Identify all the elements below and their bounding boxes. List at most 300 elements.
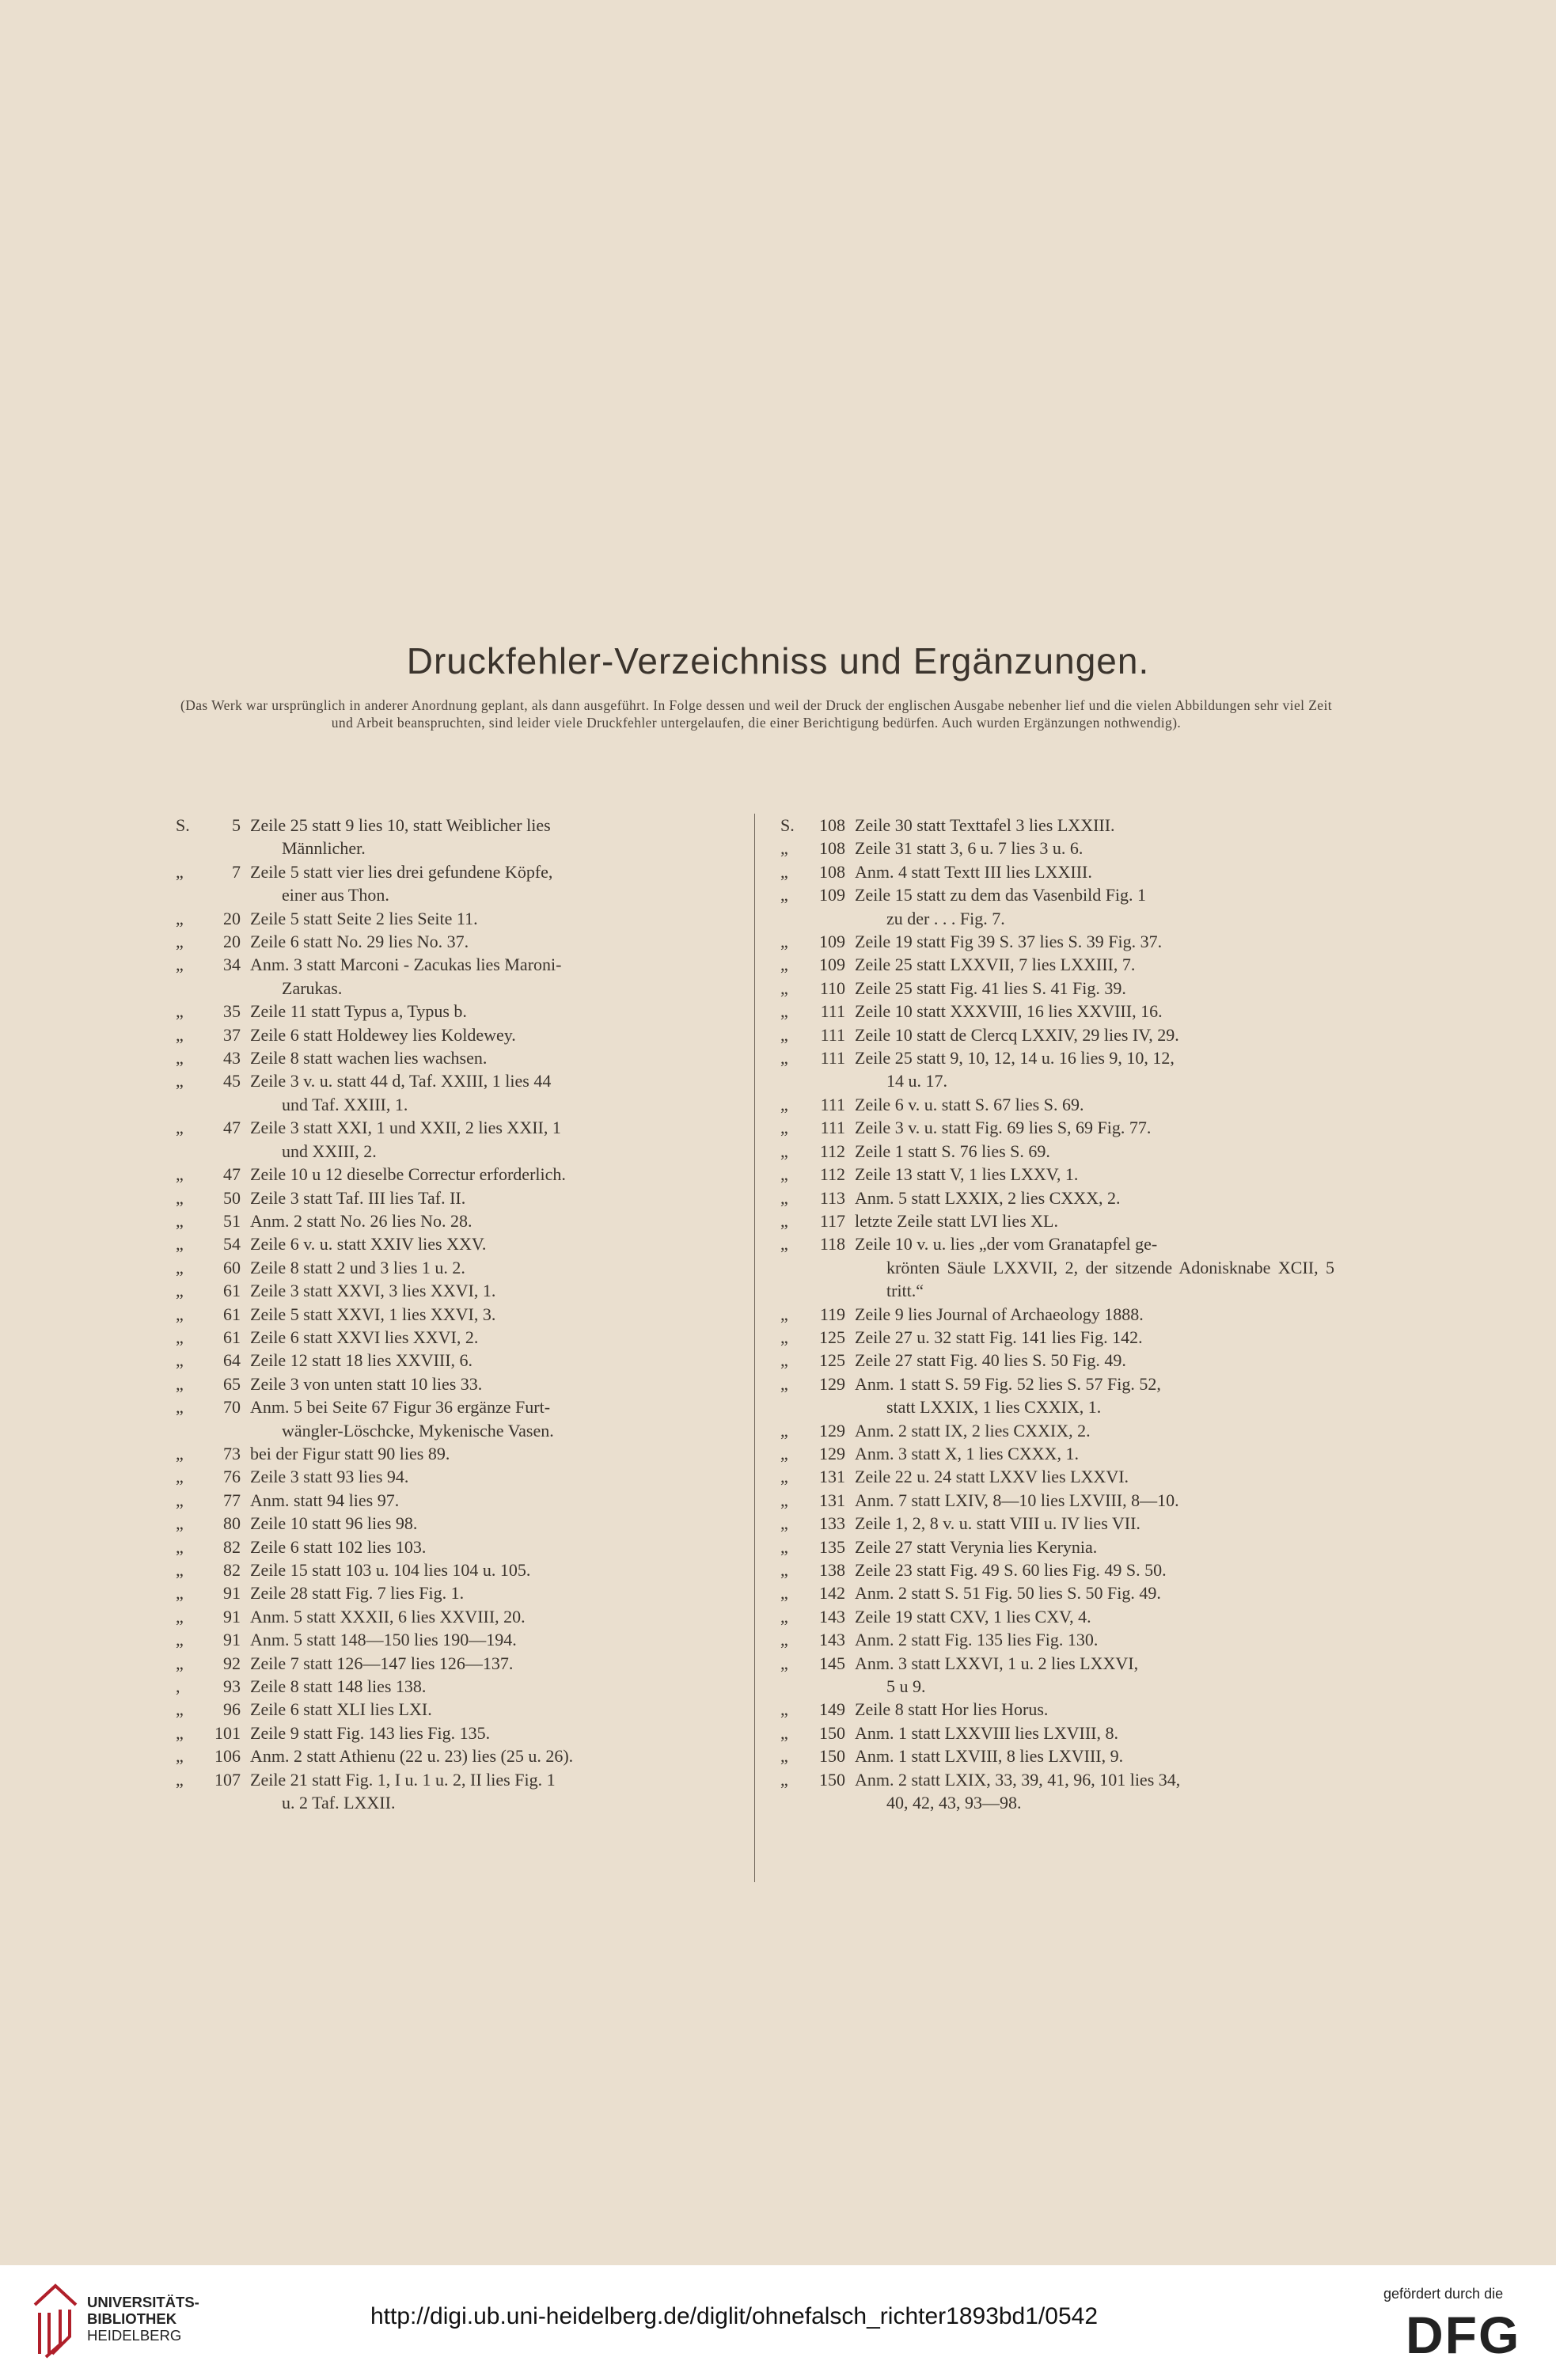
entry-page-number: 91: [223, 1630, 241, 1650]
entry-text: Zeile 6 statt XLI lies LXI.: [250, 1699, 432, 1720]
entry-page-number: 60: [223, 1257, 241, 1277]
entry-text-block: [855, 1581, 1334, 1604]
entry-text-block: [855, 1465, 1334, 1488]
errata-entry: [176, 1605, 728, 1628]
entry-text: Anm. 3 statt LXXVI, 1 u. 2 lies LXXVI,: [855, 1653, 1139, 1673]
entry-text-block: [855, 1419, 1334, 1442]
entry-text: Anm. 2 statt LXIX, 33, 39, 41, 96, 101 lies 34,: [855, 1769, 1181, 1790]
entry-prefix: „: [780, 1490, 788, 1510]
entry-text: Zeile 30 statt Texttafel 3 lies LXXIII.: [855, 815, 1115, 835]
errata-entry: [176, 1465, 728, 1488]
entry-prefix: ,: [176, 1676, 180, 1697]
entry-prefix: „: [176, 1164, 184, 1185]
entry-text: Zeile 3 statt 93 lies 94.: [250, 1467, 409, 1487]
entry-text: Zeile 3 statt XXVI, 3 lies XXVI, 1.: [250, 1281, 496, 1301]
entry-text: Anm. 1 statt S. 59 Fig. 52 lies S. 57 Fig. 52,: [855, 1373, 1161, 1394]
entry-text-block: [250, 1349, 728, 1372]
library-name-line1: UNIVERSITÄTS-: [87, 2294, 199, 2310]
entry-prefix: „: [780, 1350, 788, 1371]
entry-text: Anm. 5 statt 148—150 lies 190—194.: [250, 1630, 517, 1650]
entry-page-number: 150: [819, 1769, 845, 1790]
entry-page-number: 61: [223, 1304, 241, 1324]
entry-text-block: [855, 1232, 1334, 1302]
entry-text-block: [250, 1442, 728, 1465]
entry-prefix: „: [176, 1048, 184, 1069]
entry-text-block: [855, 1140, 1334, 1163]
entry-text: Anm. statt 94 lies 97.: [250, 1490, 400, 1510]
entry-page-number: 76: [223, 1467, 241, 1487]
errata-column-right: [780, 814, 1334, 1814]
entry-prefix: „: [780, 1443, 788, 1463]
errata-entry: [176, 1209, 728, 1232]
entry-text: bei der Figur statt 90 lies 89.: [250, 1443, 450, 1463]
entry-text: Anm. 2 statt Athienu (22 u. 23) lies (25 u. 26).: [250, 1746, 574, 1767]
entry-prefix: „: [176, 955, 184, 975]
entry-text-block: [855, 1744, 1334, 1767]
entry-page-number: 47: [223, 1118, 241, 1138]
entry-text: Zeile 3 v. u. statt Fig. 69 lies S, 69 Fig. 77.: [855, 1118, 1152, 1138]
entry-text-block: [855, 930, 1334, 953]
errata-entry: [176, 1256, 728, 1279]
entry-prefix: „: [176, 1443, 184, 1463]
errata-entry: [780, 1721, 1334, 1744]
entry-prefix: „: [780, 1699, 788, 1720]
errata-entry: [780, 1209, 1334, 1232]
entry-page-number: 129: [819, 1420, 845, 1441]
entry-continuation: zu der . . . Fig. 7.: [886, 908, 1005, 928]
errata-entry: [176, 930, 728, 953]
entry-page-number: 108: [819, 815, 845, 835]
entry-text-block: [250, 1069, 728, 1116]
entry-prefix: „: [780, 932, 788, 952]
entry-page-number: 108: [819, 861, 845, 882]
entry-continuation: einer aus Thon.: [282, 885, 389, 905]
entry-page-number: 73: [223, 1443, 241, 1463]
entry-text: Zeile 3 statt Taf. III lies Taf. II.: [250, 1187, 466, 1208]
entry-text: Zeile 3 von unten statt 10 lies 33.: [250, 1373, 483, 1394]
entry-prefix: „: [176, 1606, 184, 1627]
entry-text-block: [250, 1558, 728, 1581]
entry-text-block: [250, 1628, 728, 1651]
entry-text: Anm. 1 statt LXXVIII lies LXVIII, 8.: [855, 1722, 1118, 1743]
entry-text-block: [250, 1698, 728, 1721]
entry-text-block: [855, 1512, 1334, 1535]
errata-entry: [176, 1046, 728, 1069]
entry-continuation: statt LXXIX, 1 lies CXXIX, 1.: [886, 1397, 1102, 1418]
entry-page-number: 131: [819, 1490, 845, 1510]
entry-page-number: 119: [819, 1304, 845, 1324]
entry-text: Zeile 19 statt CXV, 1 lies CXV, 4.: [855, 1606, 1091, 1627]
errata-entry: [780, 1140, 1334, 1163]
entry-prefix: „: [780, 1467, 788, 1487]
entry-page-number: 61: [223, 1327, 241, 1347]
entry-text-block: [250, 930, 728, 953]
errata-entry: [176, 1069, 728, 1116]
entry-text-block: [855, 1628, 1334, 1651]
entry-page-number: 125: [819, 1327, 845, 1347]
entry-text-block: [250, 1232, 728, 1255]
entry-prefix: „: [176, 1653, 184, 1673]
entry-text: Anm. 2 statt S. 51 Fig. 50 lies S. 50 Fig. 49.: [855, 1583, 1161, 1604]
entry-page-number: 111: [820, 1048, 845, 1069]
library-name: [87, 2294, 199, 2344]
errata-entry: [780, 1000, 1334, 1023]
page-title: Druckfehler-Verzeichniss und Ergänzungen.: [406, 640, 1150, 681]
errata-entry: [780, 1116, 1334, 1139]
entry-text: Zeile 8 statt 2 und 3 lies 1 u. 2.: [250, 1257, 465, 1277]
entry-text-block: [250, 1465, 728, 1488]
entry-prefix: „: [780, 1164, 788, 1185]
entry-prefix: „: [780, 955, 788, 975]
errata-entry: [780, 1093, 1334, 1116]
entry-prefix: „: [176, 861, 184, 882]
entry-text-block: [250, 1744, 728, 1767]
entry-text: Zeile 22 u. 24 statt LXXV lies LXXVI.: [855, 1467, 1129, 1487]
errata-entry: [176, 1721, 728, 1744]
entry-text: Anm. 2 statt No. 26 lies No. 28.: [250, 1210, 472, 1231]
entry-prefix: „: [176, 1630, 184, 1650]
entry-text: Zeile 6 statt 102 lies 103.: [250, 1536, 427, 1557]
errata-entry: [176, 1628, 728, 1651]
errata-entry: [780, 1186, 1334, 1209]
entry-text: Zeile 10 v. u. lies „der vom Granatapfel ge-: [855, 1234, 1158, 1255]
entry-page-number: 117: [819, 1210, 845, 1231]
errata-entry: [780, 1046, 1334, 1093]
entry-text: Zeile 8 statt wachen lies wachsen.: [250, 1048, 488, 1069]
entry-page-number: 77: [223, 1490, 241, 1510]
entry-text: Zeile 21 statt Fig. 1, I u. 1 u. 2, II lies Fig. 1: [250, 1769, 556, 1790]
entry-text-block: [250, 1395, 728, 1442]
entry-text: Zeile 23 statt Fig. 49 S. 60 lies Fig. 49 S. 50.: [855, 1560, 1167, 1580]
errata-entry: [176, 860, 728, 907]
entry-prefix: „: [780, 1210, 788, 1231]
entry-text: Zeile 6 statt XXVI lies XXVI, 2.: [250, 1327, 479, 1347]
entry-page-number: 149: [819, 1699, 845, 1720]
errata-entry: [176, 814, 728, 860]
errata-entry: [176, 1023, 728, 1046]
entry-text-block: [855, 837, 1334, 860]
entry-text: Zeile 1, 2, 8 v. u. statt VIII u. IV lies VII.: [855, 1513, 1140, 1534]
entry-prefix: „: [780, 1630, 788, 1650]
entry-page-number: 133: [819, 1513, 845, 1534]
errata-entry: [176, 1303, 728, 1326]
entry-prefix: „: [780, 1373, 788, 1394]
errata-entry: [176, 1652, 728, 1675]
library-name-line2: BIBLIOTHEK: [87, 2310, 177, 2327]
entry-text: Zeile 6 v. u. statt XXIV lies XXV.: [250, 1234, 487, 1255]
errata-entry: [176, 1489, 728, 1512]
errata-entry: [780, 1605, 1334, 1628]
entry-page-number: 129: [819, 1443, 845, 1463]
errata-entry: [780, 1512, 1334, 1535]
entry-text-block: [855, 1535, 1334, 1558]
entry-continuation: u. 2 Taf. LXXII.: [282, 1793, 396, 1813]
errata-entry: [780, 1349, 1334, 1372]
entry-page-number: 112: [819, 1164, 845, 1185]
entry-text-block: [855, 1442, 1334, 1465]
entry-page-number: 113: [819, 1187, 845, 1208]
entry-page-number: 82: [223, 1536, 241, 1557]
entry-prefix: „: [780, 1513, 788, 1534]
entry-page-number: 111: [820, 1024, 845, 1045]
dfg-logo: DFG: [1406, 2306, 1521, 2364]
errata-entry: [176, 1512, 728, 1535]
entry-continuation: 5 u 9.: [886, 1676, 926, 1697]
entry-prefix: „: [176, 1257, 184, 1277]
entry-text-block: [250, 860, 728, 907]
entry-text-block: [855, 860, 1334, 883]
entry-text-block: [250, 814, 728, 860]
entry-text-block: [855, 1046, 1334, 1093]
entry-page-number: 64: [223, 1350, 241, 1371]
entry-prefix: „: [176, 1397, 184, 1418]
entry-page-number: 109: [819, 885, 845, 905]
entry-prefix: „: [176, 1281, 184, 1301]
errata-entry: [780, 1232, 1334, 1302]
entry-prefix: „: [780, 885, 788, 905]
entry-text: Zeile 9 statt Fig. 143 lies Fig. 135.: [250, 1722, 491, 1743]
entry-text-block: [250, 1605, 728, 1628]
errata-entry: [176, 1349, 728, 1372]
errata-entry: [780, 1535, 1334, 1558]
entry-page-number: 110: [819, 977, 845, 998]
entry-text: Zeile 5 statt vier lies drei gefundene Köpfe,: [250, 861, 553, 882]
entry-text: letzte Zeile statt LVI lies XL.: [855, 1210, 1058, 1231]
entry-text: Zeile 19 statt Fig 39 S. 37 lies S. 39 Fig. 37.: [855, 932, 1163, 952]
entry-page-number: 45: [223, 1071, 241, 1091]
entry-text-block: [855, 1605, 1334, 1628]
entry-text: Zeile 6 v. u. statt S. 67 lies S. 69.: [855, 1094, 1084, 1114]
entry-prefix: „: [176, 1560, 184, 1580]
entry-text: Zeile 1 statt S. 76 lies S. 69.: [855, 1141, 1050, 1161]
entry-prefix: „: [780, 1536, 788, 1557]
entry-page-number: 7: [232, 861, 241, 882]
entry-page-number: 150: [819, 1746, 845, 1767]
entry-text: Zeile 10 u 12 dieselbe Correctur erforderlich.: [250, 1164, 566, 1185]
entry-page-number: 80: [223, 1513, 241, 1534]
errata-entry: [176, 1395, 728, 1442]
entry-prefix: „: [780, 1560, 788, 1580]
entry-text-block: [855, 1372, 1334, 1419]
entry-continuation: Männlicher.: [282, 838, 366, 859]
entry-prefix: „: [176, 932, 184, 952]
errata-entry: [176, 953, 728, 1000]
errata-entry: [176, 1279, 728, 1302]
entry-page-number: 143: [819, 1630, 845, 1650]
entry-text-block: [250, 1256, 728, 1279]
entry-text: Zeile 11 statt Typus a, Typus b.: [250, 1001, 467, 1022]
entry-text: Zeile 12 statt 18 lies XXVIII, 6.: [250, 1350, 473, 1371]
entry-text-block: [250, 1372, 728, 1395]
entry-text-block: [855, 1093, 1334, 1116]
permalink-url[interactable]: http://digi.ub.uni-heidelberg.de/diglit/ohnefalsch_richter1893bd1/0542: [370, 2303, 1098, 2329]
entry-text: Anm. 4 statt Textt III lies LXXIII.: [855, 861, 1092, 882]
entry-prefix: „: [780, 1234, 788, 1255]
errata-entry: [176, 1232, 728, 1255]
entry-text: Zeile 10 statt 96 lies 98.: [250, 1513, 418, 1534]
errata-entry: [780, 1652, 1334, 1699]
entry-page-number: 51: [223, 1210, 241, 1231]
entry-page-number: 61: [223, 1281, 241, 1301]
entry-text-block: [250, 1652, 728, 1675]
entry-prefix: „: [780, 1327, 788, 1347]
entry-prefix: „: [780, 977, 788, 998]
errata-entry: [780, 814, 1334, 837]
entry-prefix: „: [780, 1141, 788, 1161]
entry-prefix: „: [780, 1722, 788, 1743]
entry-text: Zeile 10 statt XXXVIII, 16 lies XXVIII, 16.: [855, 1001, 1163, 1022]
entry-text: Anm. 1 statt LXVIII, 8 lies LXVIII, 9.: [855, 1746, 1124, 1767]
entry-page-number: 138: [819, 1560, 845, 1580]
errata-entry: [176, 1442, 728, 1465]
entry-continuation: 14 u. 17.: [886, 1071, 947, 1091]
entry-page-number: 92: [223, 1653, 241, 1673]
entry-prefix: „: [176, 1001, 184, 1022]
entry-prefix: „: [176, 1467, 184, 1487]
entry-prefix: „: [176, 1210, 184, 1231]
errata-entry: [780, 1419, 1334, 1442]
entry-prefix: S.: [176, 815, 190, 835]
entry-prefix: „: [176, 908, 184, 928]
entry-text: Zeile 27 statt Verynia lies Kerynia.: [855, 1536, 1098, 1557]
entry-prefix: „: [176, 1490, 184, 1510]
entry-page-number: 112: [819, 1141, 845, 1161]
errata-entry: [176, 1581, 728, 1604]
entry-prefix: „: [176, 1118, 184, 1138]
errata-entry: [176, 1000, 728, 1023]
entry-page-number: 47: [223, 1164, 241, 1185]
entry-page-number: 20: [223, 932, 241, 952]
entry-page-number: 108: [819, 838, 845, 859]
entry-text: Anm. 2 statt IX, 2 lies CXXIX, 2.: [855, 1420, 1091, 1441]
entry-text-block: [855, 1209, 1334, 1232]
errata-entry: [780, 1744, 1334, 1767]
entry-prefix: „: [780, 861, 788, 882]
entry-page-number: 34: [223, 955, 241, 975]
entry-text: Zeile 15 statt zu dem das Vasenbild Fig. 1: [855, 885, 1147, 905]
entry-page-number: 106: [214, 1746, 241, 1767]
errata-entry: [176, 1326, 728, 1349]
errata-entry: [780, 1489, 1334, 1512]
entry-text-block: [250, 1768, 728, 1815]
entry-page-number: 143: [819, 1606, 845, 1627]
entry-prefix: „: [780, 1769, 788, 1790]
entry-page-number: 111: [820, 1094, 845, 1114]
errata-entry: [780, 860, 1334, 883]
entry-page-number: 118: [819, 1234, 845, 1255]
entry-page-number: 50: [223, 1187, 241, 1208]
entry-text-block: [250, 1581, 728, 1604]
entry-text-block: [250, 1279, 728, 1302]
entry-text-block: [855, 1349, 1334, 1372]
column-divider: [754, 814, 755, 1882]
entry-text-block: [250, 1303, 728, 1326]
entry-prefix: „: [176, 1746, 184, 1767]
errata-entry: [780, 1581, 1334, 1604]
entry-text-block: [855, 814, 1334, 837]
library-logo-icon: [28, 2281, 82, 2360]
entry-text: Zeile 6 statt No. 29 lies No. 37.: [250, 932, 469, 952]
entry-text: Anm. 5 statt LXXIX, 2 lies CXXX, 2.: [855, 1187, 1121, 1208]
errata-entry: [780, 1303, 1334, 1326]
entry-text-block: [855, 1558, 1334, 1581]
entry-page-number: 109: [819, 955, 845, 975]
entry-text-block: [250, 1489, 728, 1512]
entry-page-number: 54: [223, 1234, 241, 1255]
errata-entry: [780, 1465, 1334, 1488]
entry-page-number: 5: [232, 815, 241, 835]
entry-text-block: [855, 1163, 1334, 1186]
entry-text: Zeile 28 statt Fig. 7 lies Fig. 1.: [250, 1583, 465, 1604]
entry-prefix: „: [780, 1653, 788, 1673]
entry-page-number: 35: [223, 1001, 241, 1022]
entry-text: Zeile 25 statt 9, 10, 12, 14 u. 16 lies 9, 10, 12,: [855, 1048, 1175, 1069]
entry-page-number: 65: [223, 1373, 241, 1394]
entry-text-block: [250, 1046, 728, 1069]
entry-text-block: [250, 1512, 728, 1535]
entry-text: Zeile 8 statt 148 lies 138.: [250, 1676, 427, 1697]
entry-continuation: 40, 42, 43, 93—98.: [886, 1793, 1022, 1813]
errata-entry: [780, 1163, 1334, 1186]
entry-prefix: „: [176, 1304, 184, 1324]
entry-text: Zeile 25 statt LXXVII, 7 lies LXXIII, 7.: [855, 955, 1136, 975]
entry-text-block: [250, 1326, 728, 1349]
entry-text-block: [855, 1721, 1334, 1744]
entry-prefix: „: [780, 1118, 788, 1138]
entry-prefix: „: [176, 1024, 184, 1045]
entry-text-block: [855, 1303, 1334, 1326]
entry-text: Anm. 7 statt LXIV, 8—10 lies LXVIII, 8—10.: [855, 1490, 1179, 1510]
entry-text: Anm. 3 statt X, 1 lies CXXX, 1.: [855, 1443, 1079, 1463]
entry-page-number: 129: [819, 1373, 845, 1394]
entry-prefix: „: [780, 1024, 788, 1045]
entry-text: Zeile 6 statt Holdewey lies Koldewey.: [250, 1024, 516, 1045]
entry-text-block: [855, 1000, 1334, 1023]
entry-text-block: [855, 1652, 1334, 1699]
errata-entry: [780, 977, 1334, 1000]
entry-text: Zeile 13 statt V, 1 lies LXXV, 1.: [855, 1164, 1079, 1185]
entry-prefix: „: [176, 1071, 184, 1091]
errata-entry: [176, 1186, 728, 1209]
errata-entry: [780, 883, 1334, 930]
entry-continuation: und Taf. XXIII, 1.: [282, 1094, 408, 1114]
errata-entry: [780, 1628, 1334, 1651]
errata-entry: [780, 953, 1334, 976]
errata-entry: [780, 1442, 1334, 1465]
entry-continuation: wängler-Löschcke, Mykenische Vasen.: [282, 1420, 554, 1441]
entry-text-block: [855, 953, 1334, 976]
entry-text-block: [855, 883, 1334, 930]
funded-by-text: gefördert durch die: [1383, 2286, 1504, 2302]
entry-page-number: 111: [820, 1001, 845, 1022]
entry-prefix: „: [176, 1234, 184, 1255]
entry-page-number: 101: [214, 1722, 241, 1743]
entry-page-number: 150: [819, 1722, 845, 1743]
errata-entry: [780, 1372, 1334, 1419]
entry-text-block: [855, 1116, 1334, 1139]
entry-page-number: 91: [223, 1583, 241, 1604]
entry-text: Anm. 2 statt Fig. 135 lies Fig. 130.: [855, 1630, 1099, 1650]
entry-prefix: „: [176, 1350, 184, 1371]
entry-page-number: 20: [223, 908, 241, 928]
errata-entry: [176, 1558, 728, 1581]
entry-text-block: [250, 1000, 728, 1023]
entry-page-number: 107: [214, 1769, 241, 1790]
errata-entry: [780, 1768, 1334, 1815]
entry-page-number: 135: [819, 1536, 845, 1557]
entry-prefix: „: [780, 1001, 788, 1022]
entry-prefix: „: [780, 1606, 788, 1627]
